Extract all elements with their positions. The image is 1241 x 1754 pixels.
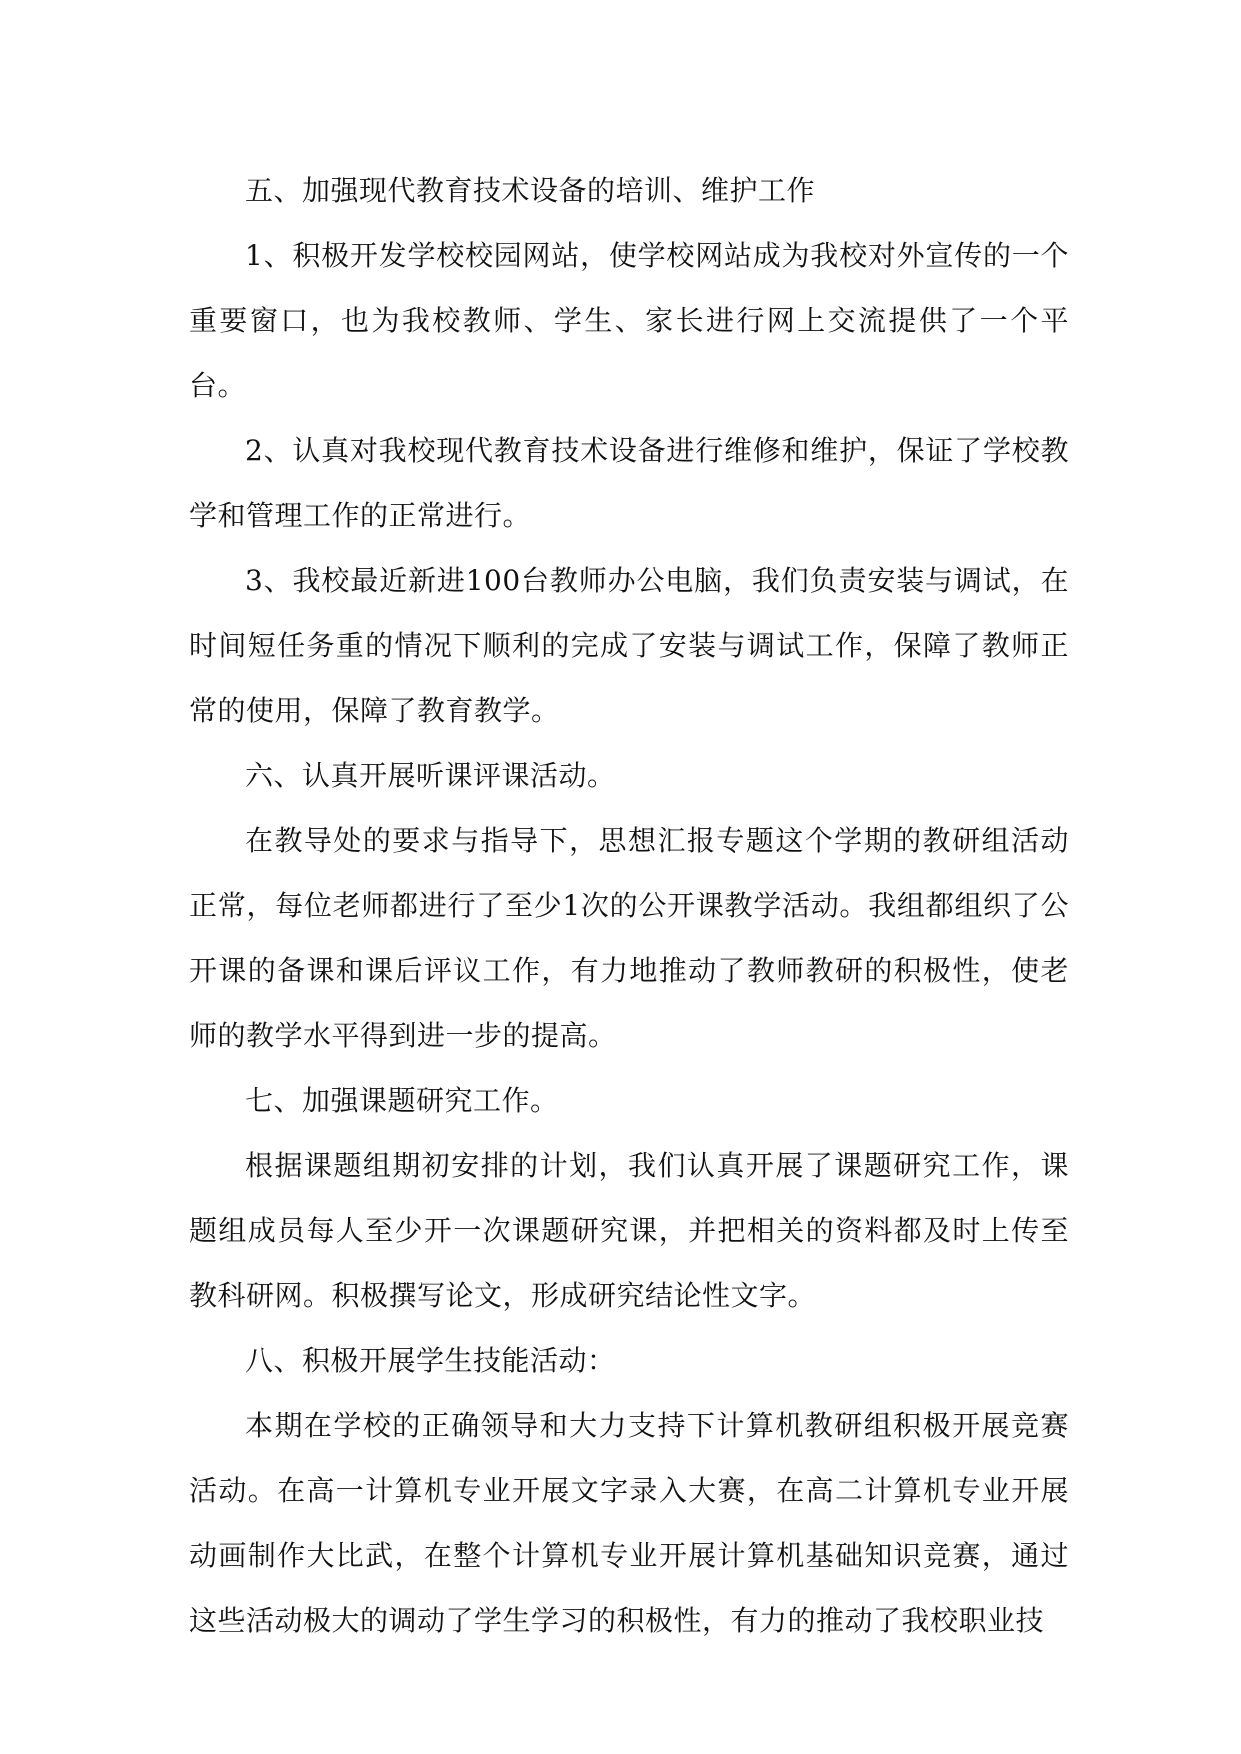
document-body <box>189 158 1069 1653</box>
section-heading-seven: 七、加强课题研究工作。 <box>245 1084 559 1117</box>
paragraph-item-3: 3、我校最近新进100台教师办公电脑，我们负责安装与调试，在时间短任务重的情况下顺利的完成了安装与调试工作，保障了教师正常的使用，保障了教育教学。 <box>189 564 1069 727</box>
paragraph-lesson-evaluation: 在教导处的要求与指导下，思想汇报专题这个学期的教研组活动正常，每位老师都进行了至少1次的公开课教学活动。我组都组织了公开课的备课和课后评议工作，有力地推动了教师教研的积极性，使老师的教学水平得到进一步的提高。 <box>189 824 1069 1052</box>
paragraph-item-1: 1、积极开发学校校园网站，使学校网站成为我校对外宣传的一个重要窗口，也为我校教师、学生、家长进行网上交流提供了一个平台。 <box>189 239 1069 402</box>
section-heading-five: 五、加强现代教育技术设备的培训、维护工作 <box>245 174 816 207</box>
paragraph-skills-activities: 本期在学校的正确领导和大力支持下计算机教研组积极开展竞赛活动。在高一计算机专业开展文字录入大赛，在高二计算机专业开展动画制作大比武，在整个计算机专业开展计算机基础知识竞赛，通过这些活动极大的调动了学生学习的积极性，有力的推动了我校职业技 <box>189 1409 1069 1637</box>
section-heading-eight: 八、积极开展学生技能活动： <box>245 1344 616 1377</box>
section-heading-six: 六、认真开展听课评课活动。 <box>245 759 616 792</box>
paragraph-item-2: 2、认真对我校现代教育技术设备进行维修和维护，保证了学校教学和管理工作的正常进行。 <box>189 434 1069 532</box>
paragraph-research: 根据课题组期初安排的计划，我们认真开展了课题研究工作，课题组成员每人至少开一次课题研究课，并把相关的资料都及时上传至教科研网。积极撰写论文，形成研究结论性文字。 <box>189 1149 1069 1312</box>
